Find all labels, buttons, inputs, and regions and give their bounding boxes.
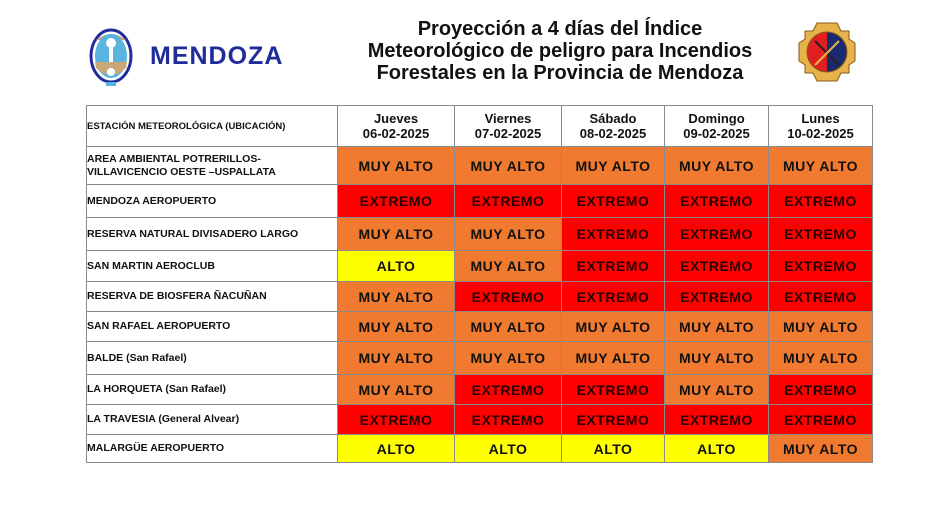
danger-level-cell: EXTREMO <box>562 282 665 312</box>
station-name: LA TRAVESIA (General Alvear) <box>87 405 338 435</box>
station-name: SAN RAFAEL AEROPUERTO <box>87 312 338 342</box>
table-row <box>87 218 873 251</box>
danger-level-cell: EXTREMO <box>562 405 665 435</box>
danger-level-cell: MUY ALTO <box>562 147 665 185</box>
day-name: Viernes <box>484 111 532 126</box>
danger-level-cell: EXTREMO <box>338 405 455 435</box>
danger-level-cell: MUY ALTO <box>338 282 455 312</box>
danger-level-cell: MUY ALTO <box>338 147 455 185</box>
title-line: Proyección a 4 días del Índice <box>417 18 703 40</box>
danger-level-cell: MUY ALTO <box>769 312 873 342</box>
danger-level-cell: ALTO <box>562 435 665 463</box>
day-header <box>665 106 769 147</box>
station-name: BALDE (San Rafael) <box>87 342 338 375</box>
danger-level-cell: MUY ALTO <box>338 375 455 405</box>
day-name: Domingo <box>688 111 745 126</box>
danger-level-cell: MUY ALTO <box>665 375 769 405</box>
day-header <box>562 106 665 147</box>
danger-level-cell: MUY ALTO <box>455 342 562 375</box>
day-date: 09-02-2025 <box>683 126 750 141</box>
table-row <box>87 342 873 375</box>
danger-level-cell: EXTREMO <box>769 218 873 251</box>
day-date: 07-02-2025 <box>474 126 542 141</box>
station-name: SAN MARTIN AEROCLUB <box>87 251 338 282</box>
danger-level-cell: EXTREMO <box>665 185 769 218</box>
firefighter-badge-icon <box>797 21 857 83</box>
danger-level-cell: MUY ALTO <box>562 342 665 375</box>
danger-level-cell: ALTO <box>338 435 455 463</box>
danger-level-cell: EXTREMO <box>769 251 873 282</box>
danger-level-cell: ALTO <box>665 435 769 463</box>
danger-level-cell: MUY ALTO <box>562 312 665 342</box>
danger-level-cell: MUY ALTO <box>338 218 455 251</box>
page-title <box>350 18 770 84</box>
table-row <box>87 312 873 342</box>
brand-name: MENDOZA <box>150 42 284 70</box>
danger-level-cell: MUY ALTO <box>769 342 873 375</box>
title-line: Forestales en la Provincia de Mendoza <box>376 62 744 84</box>
day-header <box>769 106 873 147</box>
danger-level-cell: EXTREMO <box>455 375 562 405</box>
day-date: 10-02-2025 <box>787 126 854 141</box>
danger-level-cell: MUY ALTO <box>665 342 769 375</box>
danger-level-cell: EXTREMO <box>665 218 769 251</box>
danger-level-cell: EXTREMO <box>455 185 562 218</box>
danger-level-cell: EXTREMO <box>769 282 873 312</box>
danger-level-cell: MUY ALTO <box>455 218 562 251</box>
table-row <box>87 251 873 282</box>
danger-level-cell: MUY ALTO <box>769 435 873 463</box>
table-row <box>87 185 873 218</box>
danger-level-cell: MUY ALTO <box>338 342 455 375</box>
danger-level-cell: EXTREMO <box>769 405 873 435</box>
danger-level-cell: EXTREMO <box>665 251 769 282</box>
danger-level-cell: EXTREMO <box>769 185 873 218</box>
day-date: 08-02-2025 <box>579 126 647 141</box>
day-name: Jueves <box>373 111 419 126</box>
table-row <box>87 405 873 435</box>
danger-level-cell: EXTREMO <box>338 185 455 218</box>
day-name: Lunes <box>801 111 840 126</box>
table-row <box>87 282 873 312</box>
danger-level-cell: MUY ALTO <box>455 147 562 185</box>
station-name: LA HORQUETA (San Rafael) <box>87 375 338 405</box>
title-line: Meteorológico de peligro para Incendios <box>367 40 753 62</box>
danger-level-cell: EXTREMO <box>562 218 665 251</box>
danger-level-cell: EXTREMO <box>562 185 665 218</box>
day-name: Sábado <box>589 111 637 126</box>
station-name: RESERVA DE BIOSFERA ÑACUÑAN <box>87 282 338 312</box>
danger-level-cell: ALTO <box>338 251 455 282</box>
danger-level-cell: EXTREMO <box>769 375 873 405</box>
day-header <box>338 106 455 147</box>
day-header <box>455 106 562 147</box>
danger-level-cell: EXTREMO <box>665 405 769 435</box>
station-name: AREA AMBIENTAL POTRERILLOS- VILLAVICENCIO OESTE –USPALLATA <box>87 147 338 185</box>
fire-danger-table <box>86 105 873 463</box>
danger-level-cell: EXTREMO <box>455 405 562 435</box>
table-row <box>87 375 873 405</box>
table-row <box>87 147 873 185</box>
station-column-header: ESTACIÓN METEOROLÓGICA (UBICACIÓN) <box>87 106 338 147</box>
danger-level-cell: MUY ALTO <box>769 147 873 185</box>
table-row <box>87 435 873 463</box>
day-date: 06-02-2025 <box>362 126 430 141</box>
danger-level-cell: EXTREMO <box>665 282 769 312</box>
station-name: MENDOZA AEROPUERTO <box>87 185 338 218</box>
danger-level-cell: MUY ALTO <box>665 312 769 342</box>
danger-level-cell: MUY ALTO <box>665 147 769 185</box>
danger-level-cell: MUY ALTO <box>455 251 562 282</box>
danger-level-cell: MUY ALTO <box>338 312 455 342</box>
danger-level-cell: EXTREMO <box>562 375 665 405</box>
mendoza-coat-of-arms-icon <box>88 26 134 90</box>
station-name: MALARGÜE AEROPUERTO <box>87 435 338 463</box>
danger-level-cell: EXTREMO <box>562 251 665 282</box>
station-name: RESERVA NATURAL DIVISADERO LARGO <box>87 218 338 251</box>
danger-level-cell: EXTREMO <box>455 282 562 312</box>
danger-level-cell: ALTO <box>455 435 562 463</box>
danger-level-cell: MUY ALTO <box>455 312 562 342</box>
